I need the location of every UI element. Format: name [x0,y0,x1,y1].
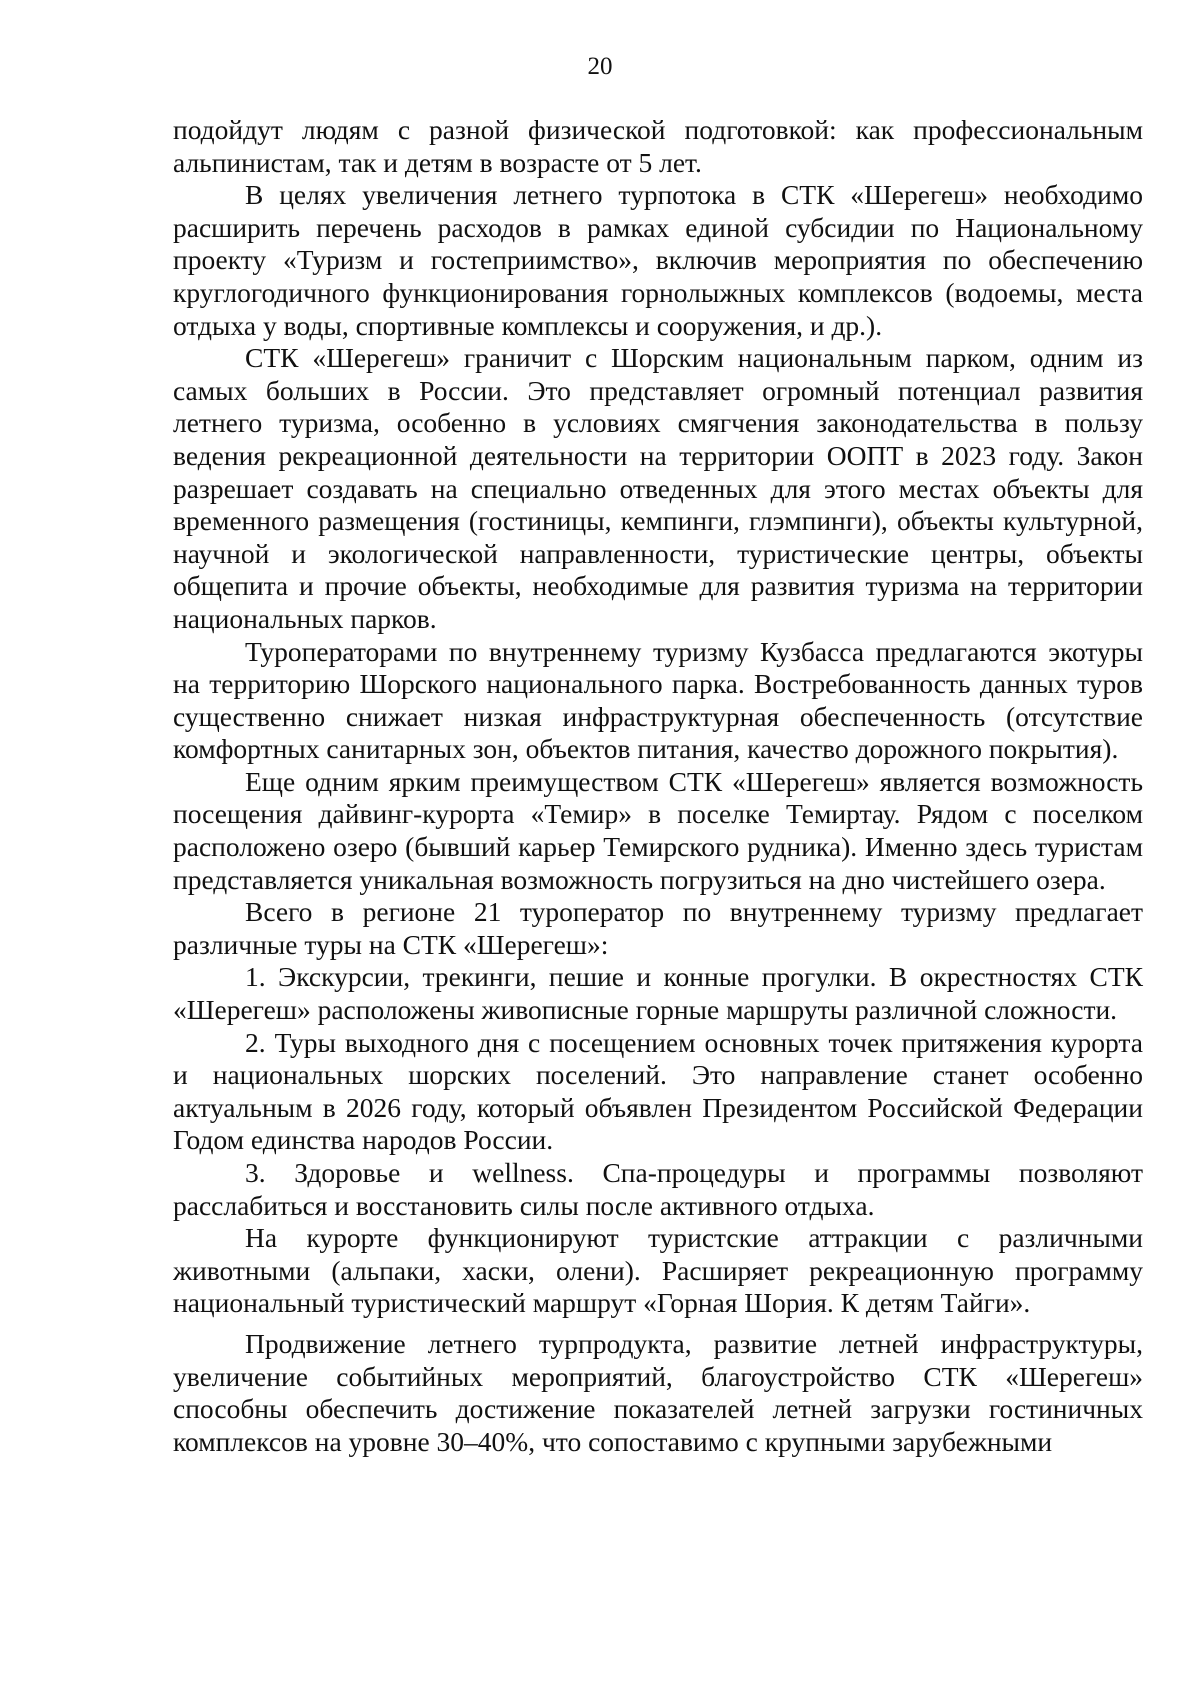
paragraph-diving-resort: Еще одним ярким преимуществом СТК «Шерегеш» является возможность посещения дайвинг-курорта «Темир» в поселке Темиртау. Рядом с поселком расположено озеро (бывший карьер Темирского рудника). Именно здесь туристам представляется уникальная возможность погрузиться на дно чистейшего озера. [173,765,1143,895]
paragraph-summer-tourist-flow: В целях увеличения летнего турпотока в СТК «Шерегеш» необходимо расширить перечень расходов в рамках единой субсидии по Национальному проекту «Туризм и гостеприимство», включив мероприятия по обеспечению круглогодичного функционирования горнолыжных комплексов (водоемы, места отдыха у воды, спортивные комплексы и сооружения, и др.). [173,179,1143,341]
page-number: 20 [587,53,613,80]
list-item-weekend-tours: 2. Туры выходного дня с посещением основных точек притяжения курорта и национальных шорских поселений. Это направление станет особенно актуальным в 2026 году, который объявлен Президентом Российской Федерации Годом единства народов России. [173,1026,1143,1156]
paragraph-continuation: подойдут людям с разной физической подготовкой: как профессиональным альпинистам, так и детям в возрасте от 5 лет. [173,114,1143,178]
paragraph-promotion: Продвижение летнего турпродукта, развитие летней инфраструктуры, увеличение событийных мероприятий, благоустройство СТК «Шерегеш» способны обеспечить достижение показателей летней загрузки гостиничных комплексов на уровне 30–40%, что сопоставимо с крупными зарубежными [173,1327,1143,1457]
document-body [173,114,1143,1458]
paragraph-tour-operators: Всего в регионе 21 туроператор по внутреннему туризму предлагает различные туры на СТК «Шерегеш»: [173,896,1143,960]
paragraph-shor-national-park: СТК «Шерегеш» граничит с Шорским национальным парком, одним из самых больших в России. Это представляет огромный потенциал развития летнего туризма, особенно в условиях смягчения законодательства в пользу ведения рекреационной деятельности на территории ООПТ в 2023 году. Закон разрешает создавать на специально отведенных для этого местах объекты для временного размещения (гостиницы, кемпинги, глэмпинги), объекты культурной, научной и экологической направленности, туристические центры, объекты общепита и прочие объекты, необходимые для развития туризма на территории национальных парков. [173,342,1143,634]
paragraph-ecotours: Туроператорами по внутреннему туризму Кузбасса предлагаются экотуры на территорию Шорского национального парка. Востребованность данных туров существенно снижает низкая инфраструктурная обеспеченность (отсутствие комфортных санитарных зон, объектов питания, качество дорожного покрытия). [173,635,1143,765]
paragraph-animal-attractions: На курорте функционируют туристские аттракции с различными животными (альпаки, хаски, олени). Расширяет рекреационную программу национальный туристический маршрут «Горная Шория. К детям Тайги». [173,1222,1143,1319]
list-item-wellness: 3. Здоровье и wellness. Спа-процедуры и программы позволяют расслабиться и восстановить силы после активного отдыха. [173,1157,1143,1221]
list-item-excursions: 1. Экскурсии, трекинги, пешие и конные прогулки. В окрестностях СТК «Шерегеш» расположены живописные горные маршруты различной сложности. [173,961,1143,1026]
